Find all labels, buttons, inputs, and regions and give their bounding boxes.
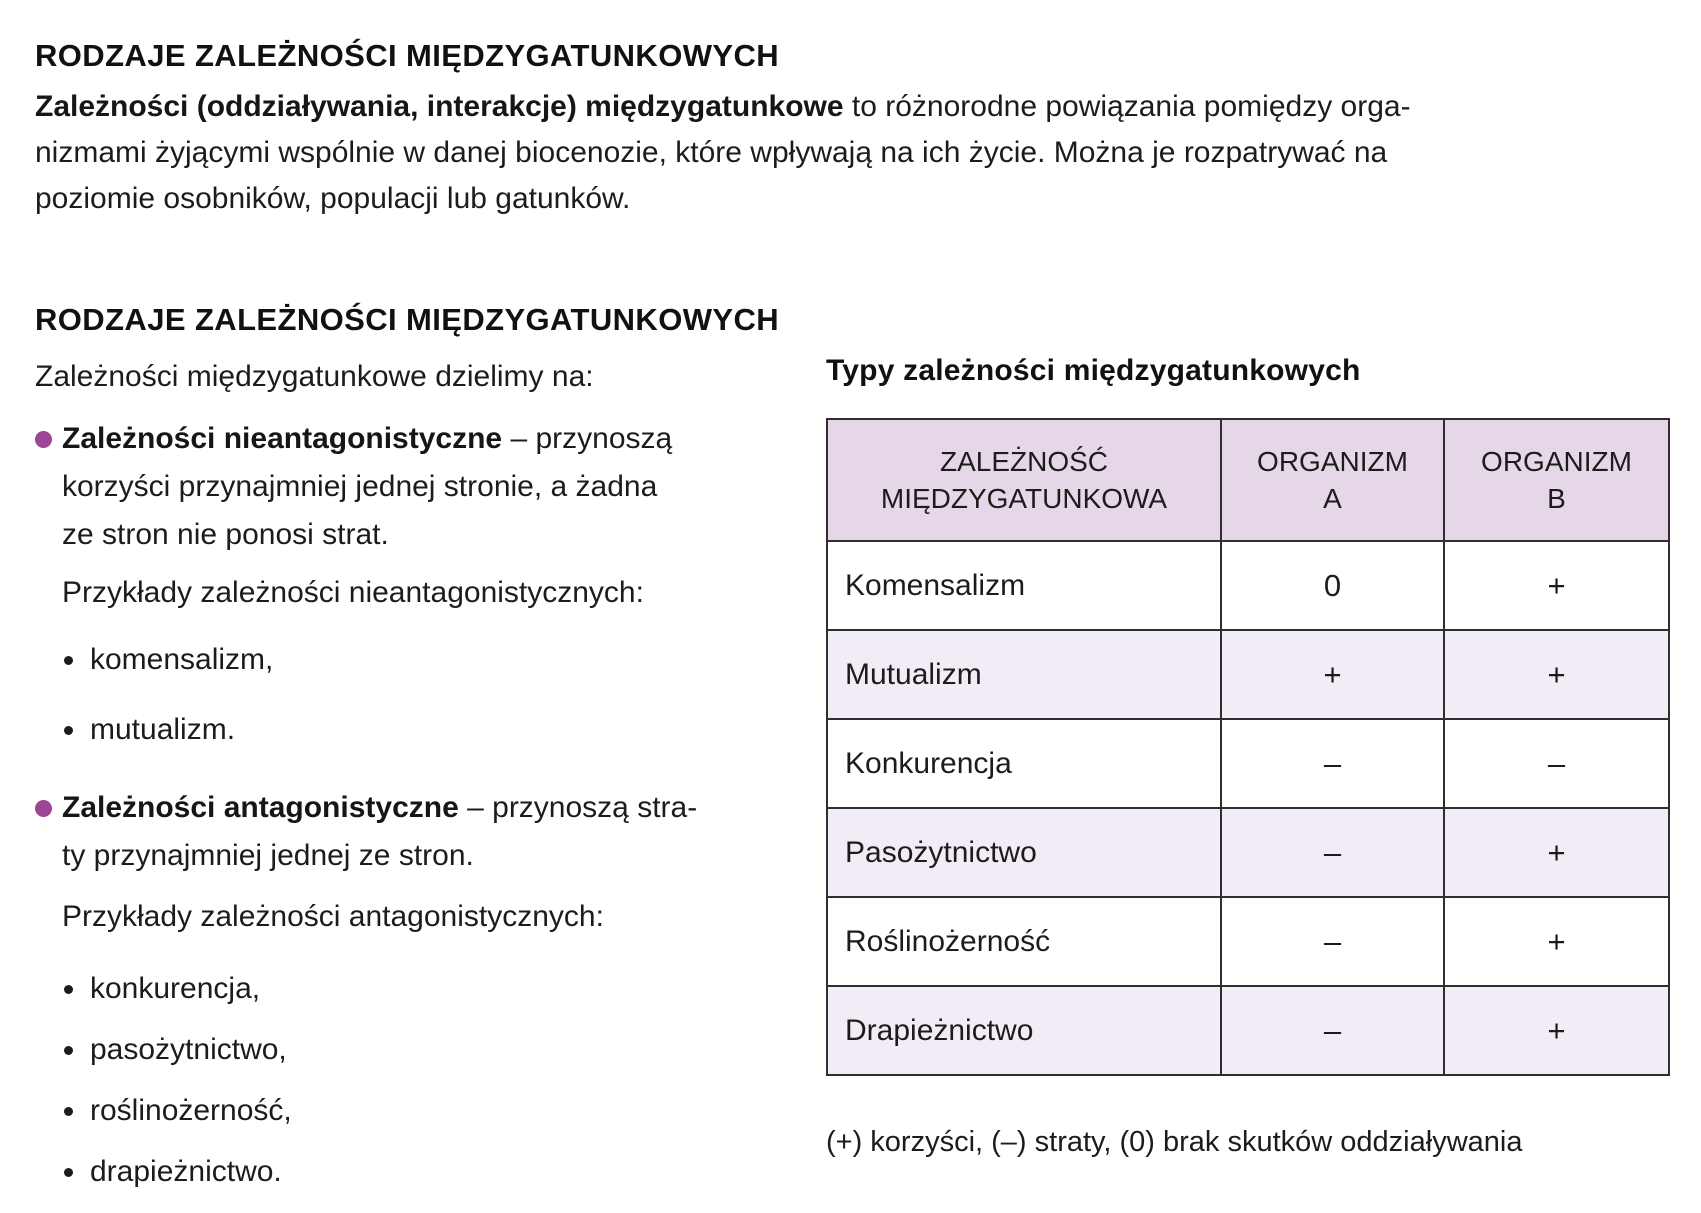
bullet-nonantagonistic-line-2: korzyści przynajmniej jednej stronie, a żadna [62,470,658,503]
list-item-drapieznictwo [64,1155,282,1189]
table-row [827,719,1669,808]
bullet-antagonistic-line-2: ty przynajmniej jednej ze stron. [62,839,474,872]
column-header-line: ZALEŻNOŚĆ [939,446,1109,477]
list-item-label: roślinożerność, [90,1094,292,1127]
column-header-line: MIĘDZYGATUNKOWA [880,483,1168,514]
list-item-label: konkurencja, [90,972,261,1005]
list-item-label: pasożytnictwo, [90,1033,287,1066]
organism-a-value: – [1221,808,1444,897]
sub-bullet-dot-icon [64,726,73,735]
intro-paragraph-line-3: poziomie osobników, populacji lub gatunków. [35,182,631,215]
sub-bullet-dot-icon [64,1046,73,1055]
bullet-antagonistic-line-1-rest: – przynoszą stra- [458,791,698,824]
organism-b-value: + [1444,808,1669,897]
organism-b-value: + [1444,541,1669,630]
organism-a-value: – [1221,897,1444,986]
table-row [827,986,1669,1075]
sub-bullet-dot-icon [64,1107,73,1116]
relationship-name: Konkurencja [827,719,1221,808]
table-row [827,808,1669,897]
relationship-name: Mutualizm [827,630,1221,719]
organism-b-value: + [1444,630,1669,719]
table-row [827,897,1669,986]
table-row [827,541,1669,630]
relationships-table-wrapper [826,418,1670,1076]
bullet-dot-icon [35,800,52,817]
relationships-table [826,418,1670,1076]
bullet-antagonistic-term: Zależności antagonistyczne [62,791,459,824]
column-header-line: B [1547,483,1566,514]
column-header-line: ORGANIZM [1481,446,1632,477]
organism-a-value: 0 [1221,541,1444,630]
organism-a-value: – [1221,986,1444,1075]
bullet-antagonistic-line-1 [35,791,697,825]
types-intro-line: Zależności międzygatunkowe dzielimy na: [35,360,594,393]
list-item-pasozytnictwo [64,1033,287,1067]
table-header-row [827,419,1669,541]
table-row [827,630,1669,719]
bullet-dot-icon [35,431,52,448]
list-item-roslinozernosc [64,1094,292,1128]
table-footnote: (+) korzyści, (–) straty, (0) brak skutków oddziaływania [826,1126,1523,1158]
relationship-name: Drapieżnictwo [827,986,1221,1075]
relationship-name: Pasożytnictwo [827,808,1221,897]
organism-b-value: + [1444,897,1669,986]
intro-paragraph-line-2: nizmami żyjącymi wspólnie w danej biocenozie, które wpływają na ich życie. Można je rozpatrywać na [35,136,1388,169]
organism-a-value: + [1221,630,1444,719]
page-title: RODZAJE ZALEŻNOŚCI MIĘDZYGATUNKOWYCH [35,38,780,73]
relationship-name: Roślinożerność [827,897,1221,986]
list-item-label: komensalizm, [90,643,274,676]
intro-paragraph-line-1-rest: to różnorodne powiązania pomiędzy orga- [843,90,1411,123]
bullet-nonantagonistic-line-1 [35,422,672,456]
bullet-nonantagonistic-term: Zależności nieantagonistyczne [62,422,503,455]
sub-bullet-dot-icon [64,985,73,994]
examples-nonantagonistic-label: Przykłady zależności nieantagonistycznych: [62,576,644,609]
sub-bullet-dot-icon [64,656,73,665]
examples-antagonistic-label: Przykłady zależności antagonistycznych: [62,900,604,933]
organism-a-value: – [1221,719,1444,808]
column-header-line: A [1323,483,1342,514]
bullet-nonantagonistic-line-1-rest: – przynoszą [502,422,673,455]
column-header-organism-b [1444,419,1669,541]
bullet-nonantagonistic-line-3: ze stron nie ponosi strat. [62,518,389,551]
list-item-komensalizm [64,643,273,677]
section-heading: RODZAJE ZALEŻNOŚCI MIĘDZYGATUNKOWYCH [35,302,780,337]
list-item-konkurencja [64,972,260,1006]
list-item-label: mutualizm. [90,713,236,746]
sub-bullet-dot-icon [64,1168,73,1177]
organism-b-value: – [1444,719,1669,808]
list-item-label: drapieżnictwo. [90,1155,282,1188]
column-header-relationship [827,419,1221,541]
organism-b-value: + [1444,986,1669,1075]
relationship-name: Komensalizm [827,541,1221,630]
column-header-line: ORGANIZM [1257,446,1408,477]
intro-paragraph-line-1 [35,90,1411,124]
intro-paragraph-bold-lead: Zależności (oddziaływania, interakcje) międzygatunkowe [35,90,844,123]
list-item-mutualizm [64,713,235,747]
table-title: Typy zależności międzygatunkowych [826,354,1361,387]
column-header-organism-a [1221,419,1444,541]
